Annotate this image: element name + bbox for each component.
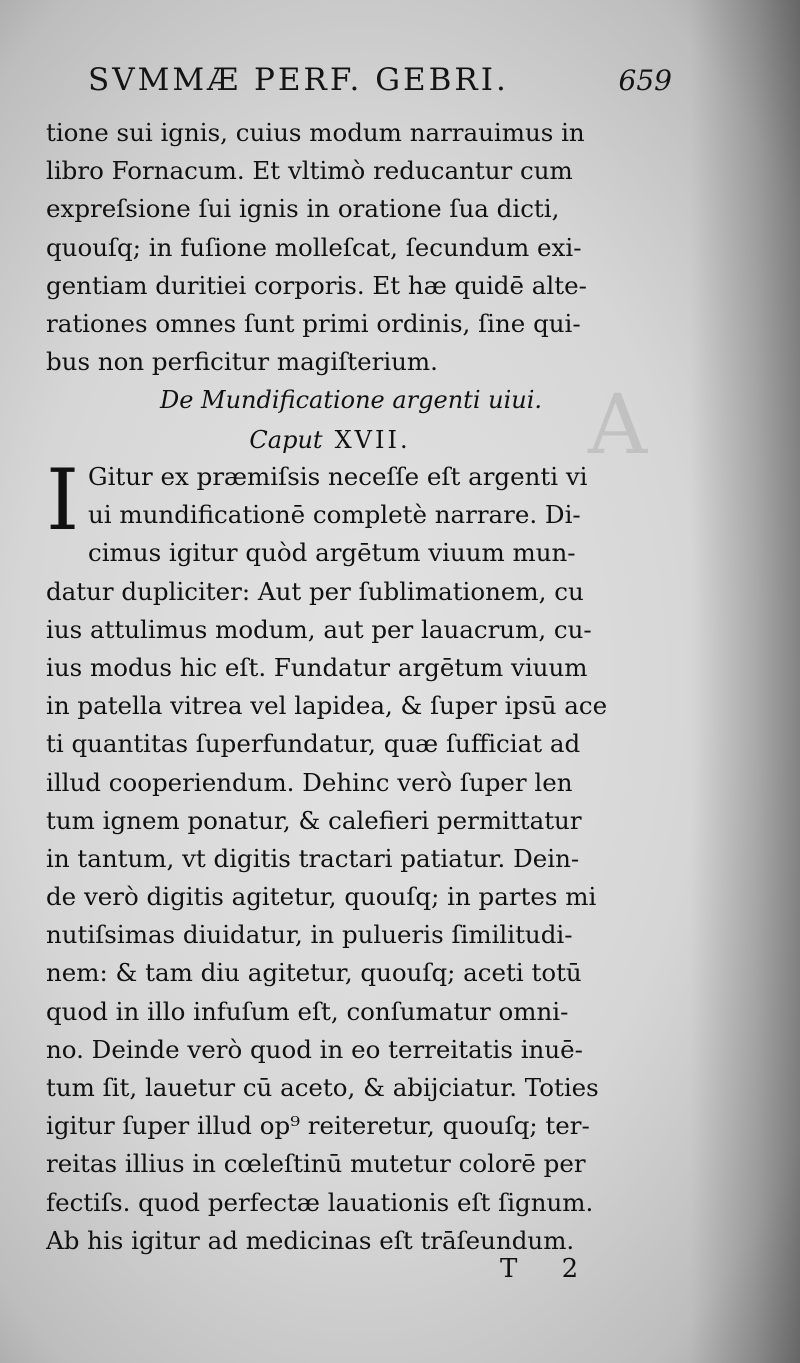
running-head: SVMMÆ PERF. GEBRI. bbox=[88, 62, 509, 98]
text-line: quod in illo infuſum eſt, conſumatur omni- bbox=[46, 996, 569, 1026]
text-line: datur dupliciter: Aut per ſublimationem, cu bbox=[46, 576, 584, 606]
text-line: tum ſit, lauetur cū aceto, & abijciatur. Toties bbox=[46, 1073, 599, 1102]
drop-initial: I bbox=[46, 451, 80, 549]
text-line: Ab his igitur ad medicinas eſt trāſeundum. bbox=[46, 1225, 575, 1255]
text-line: libro Fornacum. Et vltimò reducantur cum bbox=[46, 156, 573, 186]
text-line: cimus igitur quòd argētum viuum mun- bbox=[88, 538, 576, 568]
paragraph-1 bbox=[46, 114, 676, 420]
page-edge-shadow bbox=[690, 0, 800, 1363]
text-line: quouſq; in fuſione molleſcat, ſecundum exi- bbox=[46, 232, 582, 262]
page-number: 659 bbox=[618, 64, 672, 97]
text-line: tum ignem ponatur, & calefieri permittatur bbox=[46, 805, 582, 835]
bleed-through-initial: A bbox=[588, 378, 648, 473]
text-line: tione sui ignis, cuius modum narrauimus in bbox=[46, 118, 585, 147]
page-header bbox=[88, 62, 688, 106]
text-line: in patella vitrea vel lapidea, & ſuper ipsū ace bbox=[46, 691, 608, 721]
text-line: Gitur ex præmiſsis neceſſe eſt argenti vi bbox=[88, 462, 588, 491]
text-line: ius modus hic eſt. Fundatur argētum viuum bbox=[46, 652, 588, 682]
text-line: in tantum, vt digitis tractari patiatur. Dein- bbox=[46, 843, 580, 873]
chapter-number: XVII. bbox=[334, 426, 411, 454]
text-line: ius attulimus modum, aut per lauacrum, cu- bbox=[46, 614, 592, 644]
signature-mark: T 2 bbox=[500, 1254, 597, 1284]
section-heading: De Mundificatione argenti uiui. bbox=[159, 386, 543, 415]
text-line: de verò digitis agitetur, quouſq; in partes mi bbox=[46, 882, 597, 912]
chapter-heading bbox=[0, 426, 660, 454]
paragraph-2 bbox=[46, 451, 676, 1260]
text-line: nem: & tam diu agitetur, quouſq; aceti totū bbox=[46, 958, 582, 988]
chapter-label: Caput bbox=[249, 426, 323, 454]
text-line: igitur ſuper illud op⁹ reiteretur, quouſq; ter- bbox=[46, 1111, 590, 1141]
text-line: ui mundificationē completè narrare. Di- bbox=[88, 500, 581, 530]
text-line: rationes omnes ſunt primi ordinis, ſine qui- bbox=[46, 308, 581, 338]
text-line: no. Deinde verò quod in eo terreitatis inuē- bbox=[46, 1034, 583, 1064]
text-line: fectiſs. quod perfectæ lauationis eſt ſignum. bbox=[46, 1187, 594, 1217]
text-line: gentiam duritiei corporis. Et hæ quidē alte- bbox=[46, 270, 587, 300]
text-line: ti quantitas ſuperfundatur, quæ ſufficiat ad bbox=[46, 729, 581, 759]
text-line: illud cooperiendum. Dehinc verò ſuper len bbox=[46, 767, 573, 797]
text-line: bus non perficitur magiſterium. bbox=[46, 347, 438, 377]
text-line: nutiſsimas diuidatur, in pulueris ſimilitudi- bbox=[46, 920, 573, 950]
text-line: expreſsione ſui ignis in oratione ſua dicti, bbox=[46, 194, 560, 224]
text-line: reitas illius in cœleſtinū mutetur colorē per bbox=[46, 1149, 586, 1179]
